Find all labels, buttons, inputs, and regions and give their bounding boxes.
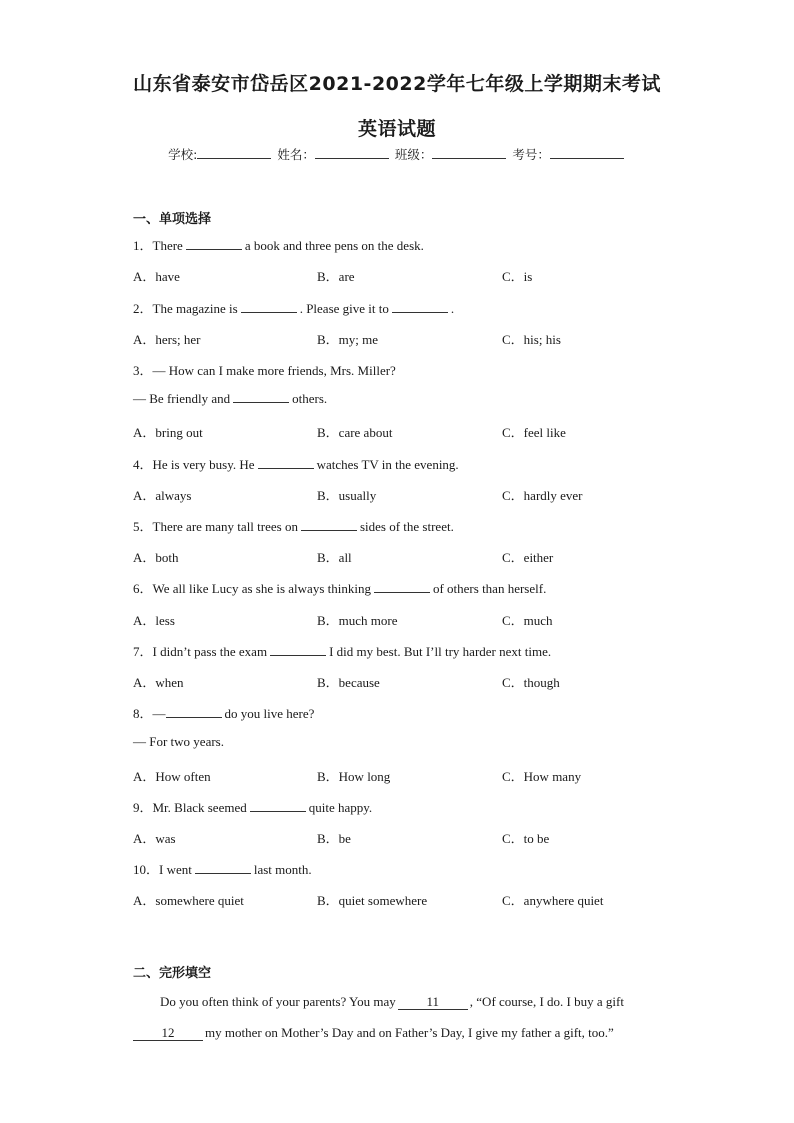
q8-option-b: B．How long	[317, 769, 391, 784]
class-label: 班级：	[394, 147, 433, 162]
q4-option-b: B．usually	[317, 488, 377, 503]
answer-blank	[250, 801, 306, 812]
question-2	[133, 298, 454, 317]
question-text: 1．There	[133, 238, 183, 253]
q1-option-b: B．are	[317, 269, 355, 284]
exam-number-label: 考号：	[512, 147, 550, 162]
question-1	[133, 235, 424, 254]
q9-option-b: B．be	[317, 831, 351, 846]
q5-option-c: C．either	[502, 550, 554, 565]
question-6	[133, 578, 546, 597]
q2-option-b: B．my; me	[317, 332, 379, 347]
q8-option-a: A．How often	[133, 769, 211, 784]
answer-blank	[186, 239, 242, 250]
answer-blank	[195, 863, 251, 874]
class-blank[interactable]	[432, 147, 506, 159]
question-text: 10．I went	[133, 862, 192, 877]
q10-option-a: A．somewhere quiet	[133, 893, 244, 908]
q4-option-a: A．always	[133, 488, 192, 503]
question-text: 9．Mr. Black seemed	[133, 800, 247, 815]
q5-option-b: B．all	[317, 550, 352, 565]
question-text: do you live here?	[224, 706, 315, 721]
question-text: others.	[292, 391, 328, 406]
question-text: quite happy.	[308, 800, 373, 815]
question-text: watches TV in the evening.	[316, 457, 459, 472]
school-label: 学校:	[168, 147, 198, 162]
school-blank[interactable]	[197, 147, 271, 159]
q4-option-c: C．hardly ever	[502, 488, 583, 503]
answer-blank	[258, 458, 314, 469]
q6-option-c: C．much	[502, 613, 553, 628]
section-heading-cloze: 二、完形填空	[133, 966, 212, 981]
q9-option-c: C．to be	[502, 831, 550, 846]
q10-option-c: C．anywhere quiet	[502, 893, 604, 908]
question-text: a book and three pens on the desk.	[244, 238, 424, 253]
question-4	[133, 454, 459, 473]
cloze-text: , “Of course, I do. I buy a gift	[469, 994, 624, 1009]
question-text: . Please give it to	[299, 301, 389, 316]
question-text: 8．—	[133, 706, 166, 721]
q10-option-b: B．quiet somewhere	[317, 893, 428, 908]
question-9	[133, 797, 372, 816]
q1-option-c: C．is	[502, 269, 533, 284]
question-text: 2．The magazine is	[133, 301, 238, 316]
cloze-text: my mother on Mother’s Day and on Father’s Day, I give my father a gift, too.”	[205, 1025, 614, 1040]
exam-number-blank[interactable]	[550, 147, 624, 159]
answer-blank	[374, 582, 430, 593]
question-text: I did my best. But I’ll try harder next time.	[329, 644, 552, 659]
name-label: 姓名：	[277, 147, 315, 162]
answer-blank	[166, 707, 222, 718]
exam-title: 山东省泰安市岱岳区2021-2022学年七年级上学期期末考试	[133, 73, 661, 95]
question-text: 3．— How can I make more friends, Mrs. Miller?	[133, 363, 396, 378]
cloze-paragraph-line-2	[133, 1025, 614, 1041]
question-text: — Be friendly and	[133, 391, 231, 406]
name-blank[interactable]	[315, 147, 389, 159]
question-text: 6．We all like Lucy as she is always thinking	[133, 581, 371, 596]
q8-option-c: C．How many	[502, 769, 582, 784]
question-8-reply	[133, 734, 224, 750]
q9-option-a: A．was	[133, 831, 176, 846]
question-text: of others than herself.	[432, 581, 547, 596]
question-text: .	[450, 301, 455, 316]
question-text: 4．He is very busy. He	[133, 457, 255, 472]
question-text: last month.	[253, 862, 312, 877]
question-text: 7．I didn’t pass the exam	[133, 644, 268, 659]
student-info-row	[0, 145, 794, 163]
cloze-blank-11: 11	[398, 995, 468, 1010]
q2-option-a: A．hers; her	[133, 332, 201, 347]
question-text: 5．There are many tall trees on	[133, 519, 298, 534]
q3-option-b: B．care about	[317, 425, 393, 440]
question-7	[133, 641, 551, 660]
q1-option-a: A．have	[133, 269, 180, 284]
question-8	[133, 703, 314, 722]
q7-option-a: A．when	[133, 675, 184, 690]
cloze-paragraph-line-1	[160, 994, 624, 1010]
question-3	[133, 360, 396, 379]
q2-option-c: C．his; his	[502, 332, 561, 347]
question-5	[133, 516, 454, 535]
question-text: sides of the street.	[359, 519, 454, 534]
q7-option-b: B．because	[317, 675, 380, 690]
exam-subtitle: 英语试题	[357, 118, 436, 140]
question-3-reply	[133, 391, 327, 407]
q5-option-a: A．both	[133, 550, 179, 565]
q6-option-b: B．much more	[317, 613, 398, 628]
cloze-text: Do you often think of your parents? You may	[160, 994, 396, 1009]
answer-blank	[392, 302, 448, 313]
section-heading-single-choice: 一、单项选择	[133, 212, 212, 227]
answer-blank	[301, 520, 357, 531]
q7-option-c: C．though	[502, 675, 560, 690]
answer-blank	[233, 392, 289, 403]
answer-blank	[270, 645, 326, 656]
q3-option-a: A．bring out	[133, 425, 203, 440]
answer-blank	[241, 302, 297, 313]
question-10	[133, 859, 312, 878]
q6-option-a: A．less	[133, 613, 175, 628]
q3-option-c: C．feel like	[502, 425, 566, 440]
question-text: — For two years.	[133, 734, 224, 749]
cloze-blank-12: 12	[133, 1026, 203, 1041]
